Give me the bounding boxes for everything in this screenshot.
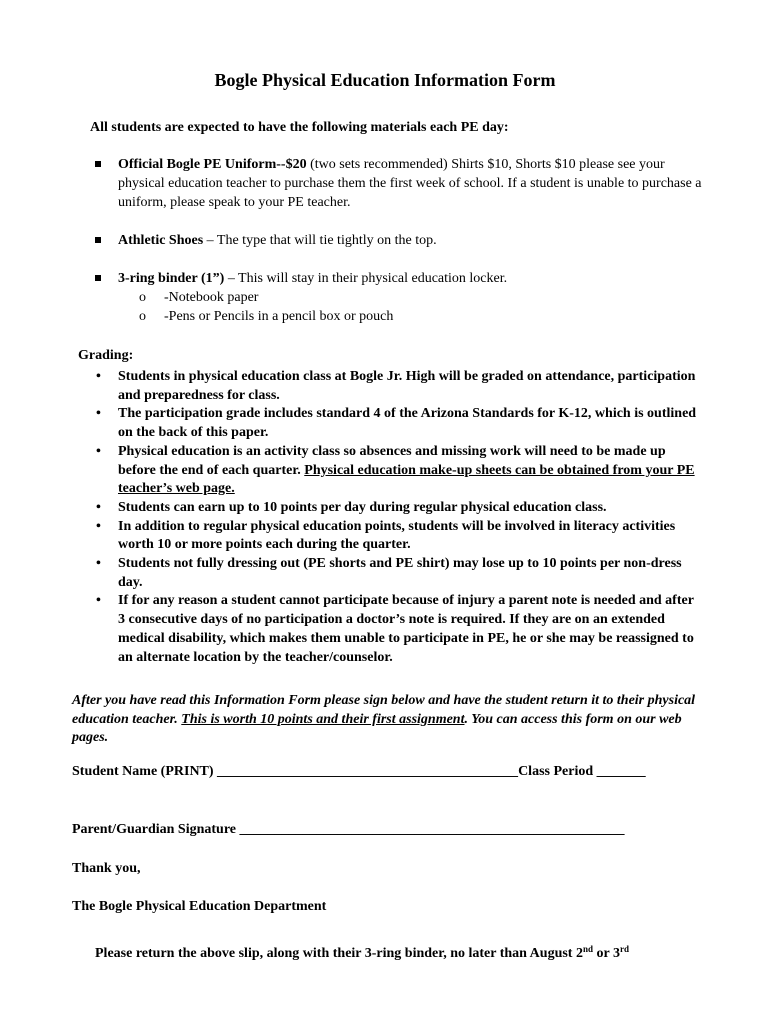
grading-item: • The participation grade includes standard 4 of the Arizona Standards for K-12, which is outlined on the back of this paper. (118, 405, 698, 442)
square-bullet-icon (95, 237, 101, 243)
makeup-sheets-link-text: Physical education make-up sheets can be obtained from your PE teacher’s web page. (118, 462, 695, 497)
department-name: The Bogle Physical Education Department (72, 899, 327, 914)
instructions-note: After you have read this Information Form please sign below and have the student return it to their physical education teacher. This is worth 10 points and their first assignment. You can access this form on our web pages. (72, 693, 696, 746)
material-binder-title: 3-ring binder (1”) (118, 271, 225, 286)
material-uniform (118, 155, 708, 212)
grading-item: • In addition to regular physical education points, students will be involved in literacy activities worth 10 or more points each during the quarter. (118, 518, 698, 555)
return-instructions: Please return the above slip, along with their 3-ring binder, no later than August 2nd or 3rd (95, 944, 629, 961)
grading-heading: Grading: (78, 348, 134, 363)
grading-list (118, 368, 698, 667)
grading-item: • If for any reason a student cannot participate because of injury a parent note is needed and after 3 consecutive days of no participation a doctor’s note is required. If they are on an extended medical disability, which makes them unable to participate in PE, he or she may be reassigned to an alternate location by the teacher/counselor. (118, 592, 698, 667)
grading-item: • Students can earn up to 10 points per day during regular physical education class. (118, 499, 698, 518)
material-binder (118, 269, 708, 288)
worth-points-underlined: This is worth 10 points and their first assignment (181, 711, 465, 727)
thank-you-text: Thank you, (72, 861, 141, 876)
material-binder-text: – This will stay in their physical education locker. (224, 271, 508, 286)
class-period-field[interactable]: Class Period _______ (518, 764, 646, 779)
grading-item: • Students not fully dressing out (PE shorts and PE shirt) may lose up to 10 points per non-dress day. (118, 555, 698, 592)
grading-item: • Students in physical education class at Bogle Jr. High will be graded on attendance, participation and preparedness for class. (118, 368, 698, 405)
circle-bullet-icon: o (139, 309, 146, 324)
sub-item-text: -Notebook paper (164, 290, 259, 305)
material-shoes-title: Athletic Shoes (118, 233, 204, 248)
grading-item: • Physical education is an activity class so absences and missing work will need to be made up before the end of each quarter. Physical education make-up sheets can be obtained from your PE teacher’s web page. (118, 443, 698, 499)
circle-bullet-icon: o (139, 290, 146, 305)
page-title: Bogle Physical Education Information Form (214, 70, 556, 90)
material-uniform-title: Official Bogle PE Uniform--$20 (118, 157, 307, 172)
student-name-field[interactable]: Student Name (PRINT) ___________________________________________ (72, 764, 519, 779)
material-shoes (118, 231, 708, 250)
student-name-line[interactable] (72, 764, 646, 780)
sub-item-text: -Pens or Pencils in a pencil box or pouch (164, 309, 394, 324)
materials-intro: All students are expected to have the following materials each PE day: (90, 120, 509, 135)
square-bullet-icon (95, 161, 101, 167)
material-shoes-text: – The type that will tie tightly on the top. (203, 233, 437, 248)
square-bullet-icon (95, 275, 101, 281)
parent-signature-field[interactable]: Parent/Guardian Signature _______________________________________________________ (72, 822, 625, 837)
material-uniform-text: (two sets recommended) Shirts $10, Shorts $10 please see your physical education teacher to purchase them the first week of school. If a student is unable to purchase a uniform, please speak to your PE teacher. (118, 157, 702, 210)
